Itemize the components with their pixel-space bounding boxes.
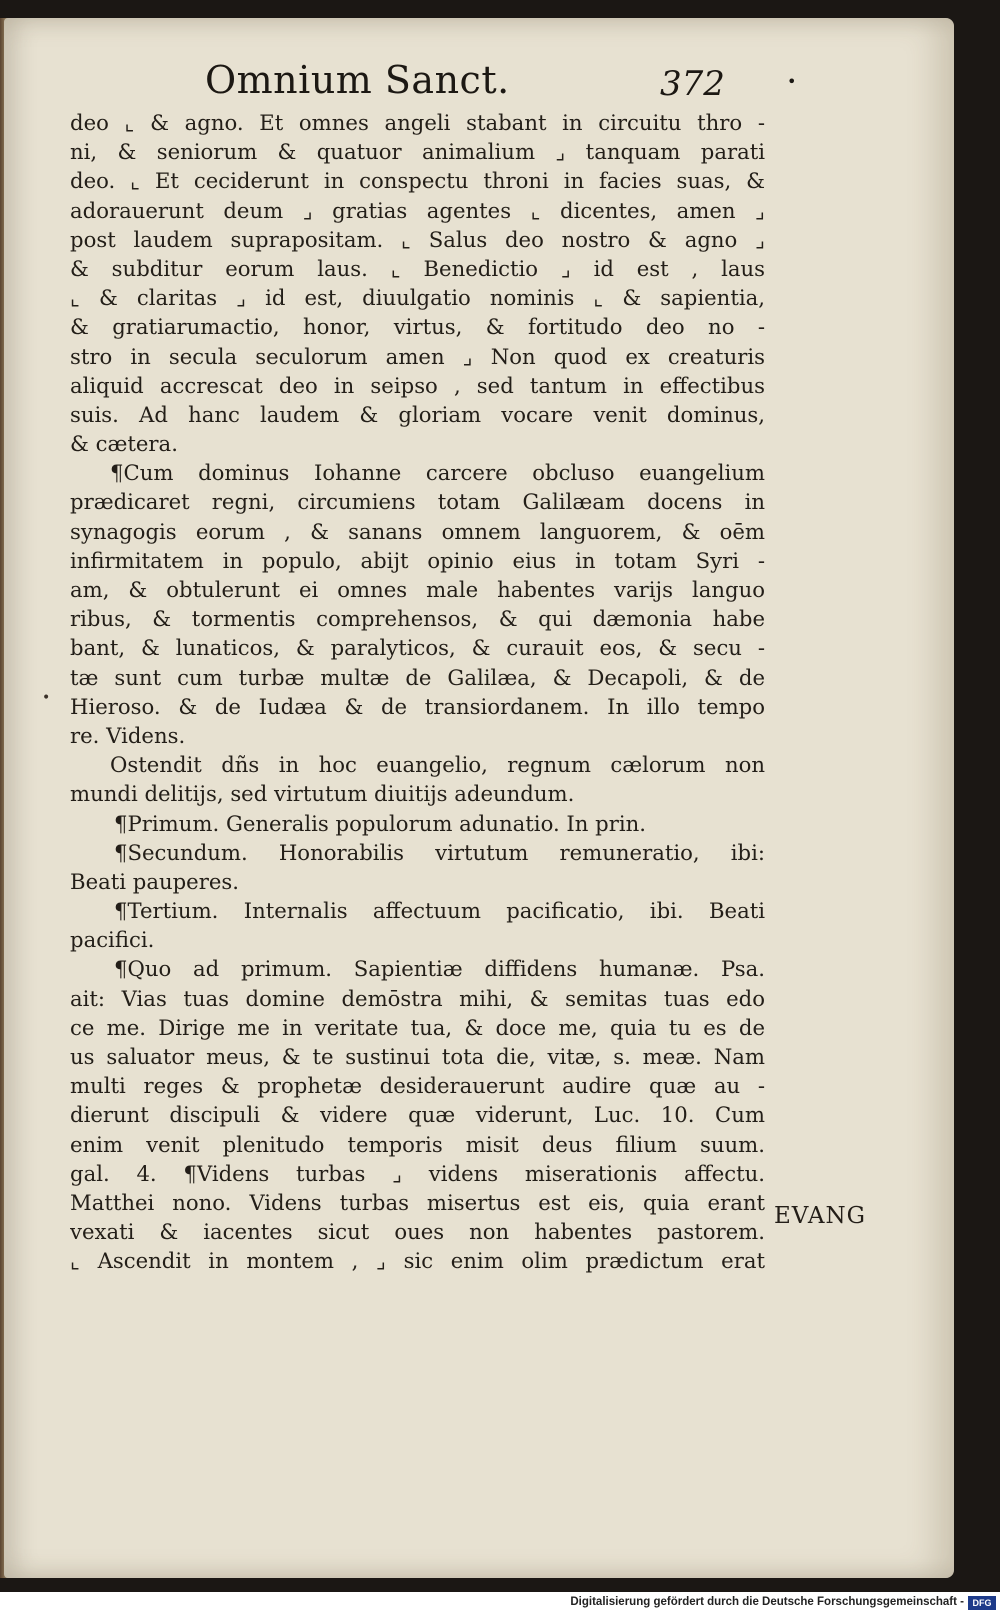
- text-line: ⌞ Ascendit in montem , ⌟ sic enim olim prædictum erat: [70, 1248, 765, 1274]
- paragraph-start-line: ¶Secundum. Honorabilis virtutum remuneratio, ibi:: [114, 839, 765, 865]
- text-line: dierunt discipuli & videre quæ viderunt, Luc. 10. Cum: [70, 1102, 765, 1128]
- dfg-logo: DFG: [968, 1596, 996, 1610]
- paragraph-start-line: ¶Quo ad primum. Sapientiæ diffidens humanæ. Psa.: [114, 956, 765, 982]
- running-head: Omnium Sanct.: [205, 58, 510, 102]
- text-line: prædicaret regni, circumiens totam Galilæam docens in: [70, 489, 765, 515]
- text-line: multi reges & prophetæ desiderauerunt audire quæ au -: [70, 1073, 765, 1099]
- paragraph-start-line: Ostendit dñs in hoc euangelio, regnum cælorum non: [110, 752, 765, 778]
- text-line: vexati & iacentes sicut oues non habentes pastorem.: [70, 1219, 765, 1245]
- paragraph-start-line: ¶Tertium. Internalis affectuum pacificatio, ibi. Beati: [114, 898, 765, 924]
- corner-mark: •: [787, 72, 797, 91]
- margin-dot: •: [42, 690, 51, 706]
- text-line: deo ⌞ & agno. Et omnes angeli stabant in circuitu thro -: [70, 110, 765, 135]
- text-line: mundi delitijs, sed virtutum diuitijs adeundum.: [70, 781, 575, 807]
- text-line: aliquid accrescat deo in seipso , sed tantum in effectibus: [70, 372, 765, 398]
- text-line: stro in secula seculorum amen ⌟ Non quod ex creaturis: [70, 343, 765, 369]
- paragraph-start-line: ¶Primum. Generalis populorum adunatio. In prin.: [114, 810, 647, 836]
- text-line: re. Videns.: [70, 722, 186, 748]
- text-line: ait: Vias tuas domine demōstra mihi, & semitas tuas edo: [70, 985, 765, 1011]
- text-line: suis. Ad hanc laudem & gloriam vocare venit dominus,: [70, 401, 765, 427]
- margin-note: EVANG: [774, 1203, 866, 1229]
- text-line: & gratiarumactio, honor, virtus, & fortitudo deo no -: [70, 314, 765, 340]
- text-line: & cætera.: [70, 431, 178, 457]
- text-line: gal. 4. ¶Videns turbas ⌟ videns miserationis affectu.: [70, 1160, 765, 1186]
- text-line: Hieroso. & de Iudæa & de transiordanem. In illo tempo: [70, 693, 765, 719]
- text-line: post laudem suprapositam. ⌞ Salus deo nostro & agno ⌟: [70, 226, 765, 252]
- text-line: pacifici.: [70, 927, 155, 953]
- text-line: us saluator meus, & te sustinui tota die, vitæ, s. meæ. Nam: [70, 1044, 765, 1069]
- text-line: am, & obtulerunt ei omnes male habentes varijs languo: [70, 577, 765, 602]
- body-text: [70, 108, 765, 1276]
- text-line: deo. ⌞ Et ceciderunt in conspectu throni in facies suas, &: [70, 168, 765, 194]
- text-line: ribus, & tormentis comprehensos, & qui dæmonia habe: [70, 606, 765, 632]
- text-line: synagogis eorum , & sanans omnem languorem, & oēm: [70, 518, 765, 544]
- text-line: Matthei nono. Videns turbas misertus est eis, quia erant: [70, 1189, 765, 1215]
- footer-credit: Digitalisierung gefördert durch die Deutsche Forschungsgemeinschaft -: [570, 1596, 964, 1608]
- text-line: adorauerunt deum ⌟ gratias agentes ⌞ dicentes, amen ⌟: [70, 197, 765, 223]
- text-line: Beati pauperes.: [70, 868, 239, 894]
- text-line: & subditur eorum laus. ⌞ Benedictio ⌟ id est , laus: [70, 255, 765, 281]
- text-line: ni, & seniorum & quatuor animalium ⌟ tanquam parati: [70, 139, 765, 165]
- footer-bar: [0, 1592, 1000, 1615]
- page-number: 372: [660, 64, 725, 104]
- text-line: infirmitatem in populo, abijt opinio eius in totam Syri -: [70, 547, 765, 573]
- text-line: bant, & lunaticos, & paralyticos, & curauit eos, & secu -: [70, 635, 765, 661]
- text-line: tæ sunt cum turbæ multæ de Galilæa, & Decapoli, & de: [70, 664, 765, 690]
- paragraph-start-line: ¶Cum dominus Iohanne carcere obcluso euangelium: [110, 460, 765, 486]
- text-line: ce me. Dirige me in veritate tua, & doce me, quia tu es de: [70, 1014, 765, 1040]
- text-line: enim venit plenitudo temporis misit deus filium suum.: [70, 1131, 765, 1157]
- text-line: ⌞ & claritas ⌟ id est, diuulgatio nominis ⌞ & sapientia,: [70, 285, 765, 311]
